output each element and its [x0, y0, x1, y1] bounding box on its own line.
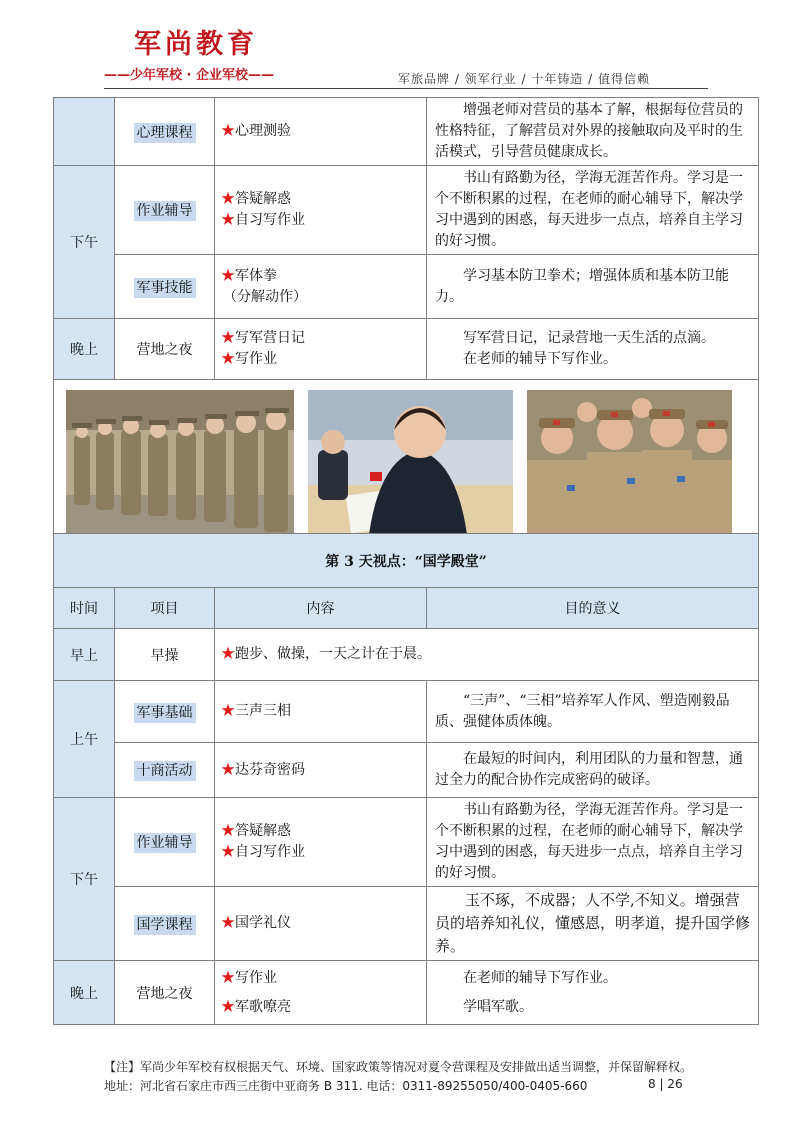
purpose-line: 在老师的辅导下写作业。 [463, 351, 617, 367]
content-text: 跑步、做操，一天之计在于晨。 [235, 646, 431, 662]
content-cell [215, 98, 427, 166]
star-icon: ★ [221, 844, 235, 860]
star-icon: ★ [221, 646, 235, 662]
content-text: 答疑解惑 [235, 823, 291, 839]
content-text: 军歌嘹亮 [235, 998, 291, 1015]
footer-address: 地址：河北省石家庄市西三庄街中亚商务 B 311. 电话：0311-89255050/400-0405-660 [104, 1079, 588, 1093]
star-icon: ★ [221, 969, 235, 986]
time-cell [54, 98, 115, 166]
photo-girl-writing [308, 390, 513, 542]
content-cell [215, 255, 427, 319]
content-text: 写作业 [235, 969, 277, 986]
content-text: 达芬奇密码 [235, 761, 305, 778]
purpose-cell: 学习基本防卫拳术；增强体质和基本防卫能力。 [427, 255, 759, 319]
page-number: 8 | 26 [648, 1077, 683, 1091]
item-label: 国学课程 [134, 915, 196, 935]
purpose-cell: 在最短的时间内，利用团队的力量和智慧，通过全力的配合协作完成密码的破译。 [427, 743, 759, 798]
star-icon: ★ [221, 191, 235, 207]
star-icon: ★ [221, 330, 235, 346]
content-text: 军体拳 [235, 267, 277, 284]
table-row [54, 681, 759, 743]
header-item: 项目 [115, 588, 215, 629]
purpose-cell: 玉不琢，不成器；人不学,不知义。增强营员的培养知礼仪，懂感恩，明孝道，提升国学修养。 [427, 887, 759, 961]
item-cell [115, 798, 215, 887]
item-label: 军事技能 [134, 278, 196, 298]
table-header-row [54, 588, 759, 629]
content-text: 三声三相 [235, 703, 291, 719]
star-icon: ★ [221, 123, 235, 139]
star-icon: ★ [221, 823, 235, 839]
item-label: 军事基础 [134, 703, 196, 723]
table-row [54, 319, 759, 380]
item-cell [115, 98, 215, 166]
brand-title: 军尚教育 [134, 29, 258, 60]
purpose-cell: 书山有路勤为径，学海无涯苦作舟。学习是一个不断积累的过程，在老师的耐心辅导下，解决学习中遇到的困惑，每天进步一点点，培养自主学习的好习惯。 [427, 798, 759, 887]
item-label: 心理课程 [134, 123, 196, 143]
purpose-cell [427, 319, 759, 380]
purpose-line: 写军营日记，记录营地一天生活的点滴。 [463, 330, 715, 346]
purpose-cell: “三声”、“三相”培养军人作风、塑造刚毅品质、强健体质体魄。 [427, 681, 759, 743]
photo-row [54, 380, 759, 554]
star-icon: ★ [221, 703, 235, 719]
item-label: 作业辅导 [134, 201, 196, 221]
star-icon: ★ [221, 761, 235, 778]
content-text: 国学礼仪 [235, 915, 291, 931]
header-purpose: 目的意义 [427, 588, 759, 629]
footer-note: 【注】军尚少年军校有权根据天气、环境、国家政策等情况对夏令营课程及安排做出适当调整，并保留解释权。 [104, 1060, 693, 1074]
content-cell [215, 681, 427, 743]
table-row [54, 98, 759, 166]
time-cell: 晚上 [54, 319, 115, 380]
table-row [54, 887, 759, 961]
star-icon: ★ [221, 267, 235, 284]
content-text: 自习写作业 [235, 212, 305, 228]
purpose-line: 在老师的辅导下写作业。 [463, 969, 617, 986]
item-cell [115, 255, 215, 319]
star-icon: ★ [221, 915, 235, 931]
day3-schedule-table [53, 533, 759, 1025]
time-cell: 下午 [54, 798, 115, 961]
item-cell: 早操 [115, 629, 215, 681]
day3-title: 第 3 天视点：“国学殿堂” [54, 534, 759, 588]
time-cell: 早上 [54, 629, 115, 681]
time-cell: 晚上 [54, 961, 115, 1025]
purpose-cell: 增强老师对营员的基本了解，根据每位营员的性格特征，了解营员对外界的接触取向及平时的生活模式，引导营员健康成长。 [427, 98, 759, 166]
item-cell [115, 681, 215, 743]
table-row [54, 961, 759, 1025]
item-cell [115, 887, 215, 961]
table-row [54, 798, 759, 887]
purpose-cell: 书山有路勤为径，学海无涯苦作舟。学习是一个不断积累的过程，在老师的耐心辅导下，解决学习中遇到的困惑，每天进步一点点，培养自主学习的好习惯。 [427, 166, 759, 255]
header-divider [104, 88, 708, 89]
item-cell [115, 743, 215, 798]
content-cell [215, 743, 427, 798]
photo-military-drill [66, 390, 294, 542]
page-header [0, 0, 800, 95]
star-icon: ★ [221, 351, 235, 367]
item-label: 作业辅导 [134, 833, 196, 853]
section-title-row [54, 534, 759, 588]
photo-cell [54, 380, 759, 554]
photo-cadets-saluting [527, 390, 732, 542]
content-cell [215, 166, 427, 255]
schedule-table-continued [53, 97, 759, 554]
table-row [54, 629, 759, 681]
content-text: 心理测验 [235, 123, 291, 139]
time-cell: 下午 [54, 166, 115, 319]
content-cell [215, 629, 759, 681]
star-icon: ★ [221, 998, 235, 1015]
content-cell [215, 798, 427, 887]
brand-subtitle: ——少年军校 · 企业军校—— [104, 68, 274, 83]
content-text: （分解动作） [223, 288, 307, 305]
table-row [54, 743, 759, 798]
table-row [54, 166, 759, 255]
table-row [54, 255, 759, 319]
purpose-line: 学唱军歌。 [463, 998, 533, 1015]
content-cell [215, 961, 427, 1025]
content-text: 答疑解惑 [235, 191, 291, 207]
header-slogan: 军旅品牌 / 领军行业 / 十年铸造 / 值得信赖 [398, 72, 651, 86]
time-cell: 上午 [54, 681, 115, 798]
item-label: 十商活动 [134, 761, 196, 781]
item-cell: 营地之夜 [115, 319, 215, 380]
content-text: 写作业 [235, 351, 277, 367]
header-content: 内容 [215, 588, 427, 629]
content-cell [215, 319, 427, 380]
item-cell [115, 166, 215, 255]
content-cell [215, 887, 427, 961]
content-text: 自习写作业 [235, 844, 305, 860]
purpose-cell [427, 961, 759, 1025]
content-text: 写军营日记 [235, 330, 305, 346]
header-time: 时间 [54, 588, 115, 629]
item-cell: 营地之夜 [115, 961, 215, 1025]
star-icon: ★ [221, 212, 235, 228]
